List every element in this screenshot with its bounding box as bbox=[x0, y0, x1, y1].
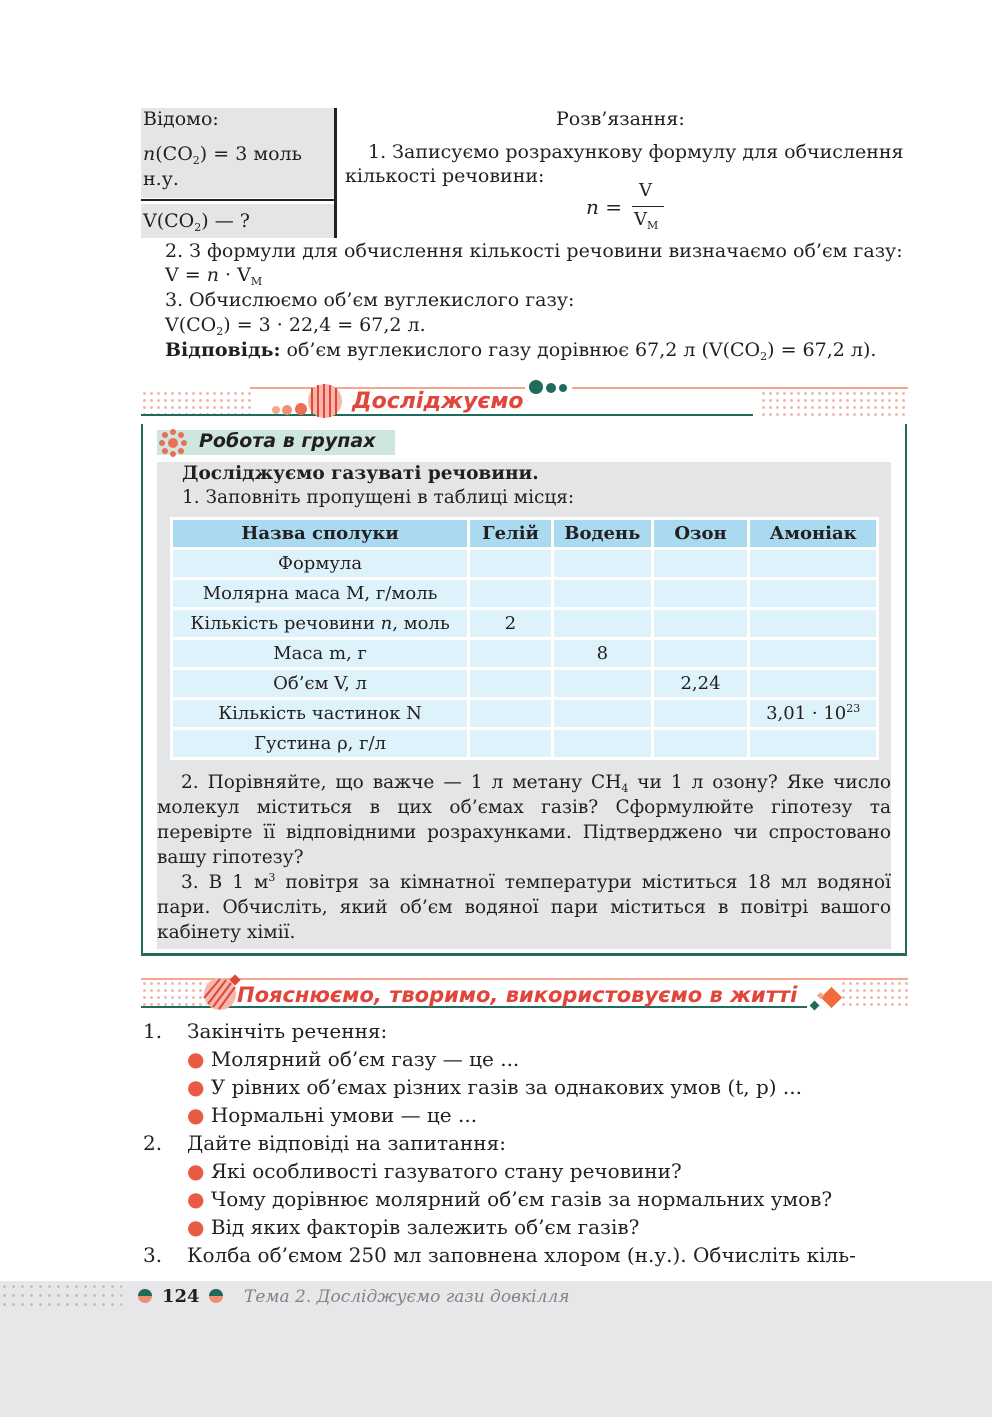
table-cell: Густина ρ, г/л bbox=[173, 730, 467, 757]
table-row bbox=[173, 610, 876, 637]
table-cell: $3,01 \cdot 10^{23}$ bbox=[750, 700, 876, 727]
table-header-cell: Назва сполуки bbox=[173, 520, 467, 547]
section-line-top bbox=[141, 978, 908, 980]
formula-lhs: n = bbox=[586, 195, 622, 219]
footer-circle-icon bbox=[136, 1287, 154, 1305]
footer-circle-icon bbox=[207, 1287, 225, 1305]
bullet-icon: ● bbox=[187, 1187, 205, 1211]
table-cell bbox=[554, 550, 651, 577]
bullet-icon: ● bbox=[187, 1215, 205, 1239]
table-cell bbox=[470, 700, 551, 727]
table-cell bbox=[470, 550, 551, 577]
research-title: Досліджуємо bbox=[352, 389, 524, 414]
list-item: Закінчіть речення: bbox=[187, 1019, 388, 1043]
table-header-cell: Водень bbox=[554, 520, 651, 547]
formula-denominator: $V_M$ bbox=[634, 209, 659, 232]
solution-step1: 1. Записуємо розрахункову формулу для обчислення bbox=[368, 141, 904, 163]
table-cell: Формула bbox=[173, 550, 467, 577]
group-icon bbox=[157, 428, 189, 458]
given-line2: н.у. bbox=[143, 168, 179, 190]
dots-decoration-right bbox=[760, 390, 908, 416]
table-cell bbox=[750, 730, 876, 757]
divider-horizontal bbox=[141, 199, 337, 201]
table-cell bbox=[750, 580, 876, 607]
task-title: Досліджуємо газуваті речовини. bbox=[182, 463, 539, 484]
gas-table bbox=[170, 517, 879, 760]
solution-step2-formula: $V = n \cdot V_M$ bbox=[165, 264, 263, 288]
task2-text: 2. Порівняйте, що важче — 1 л метану $CH_4$ чи 1 л озону? Яке число молекул міститься в цих об’ємах газів? Сформулюйте гіпотезу та перевірте її відповідними розрахунками. Підтверджено чи спростовано вашу гіпотезу? bbox=[157, 772, 891, 868]
dots-decoration-right bbox=[840, 980, 908, 1006]
bullet-item: ● Які особливості газуватого стану речовини? bbox=[187, 1159, 682, 1183]
solution-step3: 3. Обчислюємо об’єм вуглекислого газу: bbox=[165, 289, 575, 311]
footer-dots bbox=[0, 1282, 122, 1310]
table-cell bbox=[554, 670, 651, 697]
table-cell bbox=[654, 640, 748, 667]
table-cell bbox=[654, 700, 748, 727]
table-row bbox=[173, 640, 876, 667]
task1-text: 1. Заповніть пропущені в таблиці місця: bbox=[182, 487, 575, 508]
table-cell: 8 bbox=[554, 640, 651, 667]
solution-step3-formula: $V(CO_2) = 3 \cdot 22,4 = 67,2$ л. bbox=[165, 314, 426, 338]
section-dots-icon bbox=[527, 378, 573, 398]
table-cell bbox=[554, 610, 651, 637]
dots-decoration-left bbox=[141, 980, 207, 1006]
solution-header: Розв’язання: bbox=[556, 108, 685, 130]
solution-answer: Відповідь: об’єм вуглекислого газу дорівнює 67,2 л ($V(CO_2) = 67,2$ л). bbox=[165, 339, 877, 363]
table-row bbox=[173, 700, 876, 727]
table-cell bbox=[750, 640, 876, 667]
bullet-item: ● Нормальні умови — це ... bbox=[187, 1103, 478, 1127]
table-cell bbox=[470, 670, 551, 697]
given-header: Відомо: bbox=[143, 108, 219, 130]
table-cell: 2,24 bbox=[654, 670, 748, 697]
explain-title: Пояснюємо, творимо, використовуємо в житті bbox=[237, 983, 798, 1007]
table-cell bbox=[470, 730, 551, 757]
table-cell bbox=[654, 550, 748, 577]
table-row bbox=[173, 730, 876, 757]
list-item: Дайте відповіді на запитання: bbox=[187, 1131, 506, 1155]
table-row bbox=[173, 550, 876, 577]
item-number: 3. bbox=[143, 1243, 163, 1267]
bullet-icon: ● bbox=[187, 1075, 205, 1099]
table-cell bbox=[554, 730, 651, 757]
table-cell bbox=[554, 580, 651, 607]
table-cell bbox=[470, 640, 551, 667]
table-cell bbox=[750, 610, 876, 637]
table-header-cell: Амоніак bbox=[750, 520, 876, 547]
table-cell: Маса m, г bbox=[173, 640, 467, 667]
bullet-item: ● У рівних об’ємах різних газів за однакових умов (t, p) ... bbox=[187, 1075, 803, 1099]
solution-step2: 2. З формули для обчислення кількості речовини визначаємо об’єм газу: bbox=[165, 240, 903, 262]
table-header-row bbox=[173, 520, 876, 547]
fraction-bar bbox=[632, 206, 664, 207]
solution-step1b: кількості речовини: bbox=[345, 165, 545, 187]
table-cell bbox=[654, 580, 748, 607]
formula-numerator: V bbox=[639, 180, 652, 201]
table-cell bbox=[654, 730, 748, 757]
list-item: Колба об’ємом 250 мл заповнена хлором (н.у.). Обчисліть кіль- bbox=[187, 1243, 856, 1267]
table-cell: 2 bbox=[470, 610, 551, 637]
section-stripes-icon bbox=[200, 974, 242, 1012]
bullet-icon: ● bbox=[187, 1103, 205, 1127]
table-cell bbox=[470, 580, 551, 607]
table-header-cell: Гелій bbox=[470, 520, 551, 547]
section-line-bottom bbox=[141, 414, 753, 416]
divider-vertical bbox=[334, 108, 337, 238]
table-cell bbox=[750, 550, 876, 577]
bullet-icon: ● bbox=[187, 1159, 205, 1183]
table-cell bbox=[750, 670, 876, 697]
table-cell bbox=[654, 610, 748, 637]
section-line-top-right bbox=[572, 387, 908, 389]
footer-topic: Тема 2. Досліджуємо гази довкілля bbox=[244, 1287, 570, 1307]
bullet-item: ● Чому дорівнює молярний об’єм газів за нормальних умов? bbox=[187, 1187, 833, 1211]
task3-text: 3. В 1 $м^3$ повітря за кімнатної температури міститься 18 мл водяної пари. Обчисліть, який об’єм водяної пари міститься в повітрі вашого кабінету хімії. bbox=[157, 871, 891, 943]
dots-decoration-left bbox=[141, 390, 251, 416]
table-cell: Кількість речовини n, моль bbox=[173, 610, 467, 637]
group-work-title: Робота в групах bbox=[199, 430, 376, 452]
table-cell: Молярна маса М, г/моль bbox=[173, 580, 467, 607]
table-header-cell: Озон bbox=[654, 520, 748, 547]
bullet-item: ● Від яких факторів залежить об’єм газів? bbox=[187, 1215, 640, 1239]
find-line: $V(CO_2)$ — ? bbox=[143, 210, 250, 234]
bullet-icon: ● bbox=[187, 1047, 205, 1071]
table-row bbox=[173, 670, 876, 697]
table-cell: Кількість частинок N bbox=[173, 700, 467, 727]
diamond-icon bbox=[808, 985, 848, 1015]
table-cell bbox=[554, 700, 651, 727]
given-line1: $n(CO_2) = 3$ моль bbox=[143, 143, 302, 167]
section-circles-icon bbox=[268, 380, 348, 420]
page-number: 124 bbox=[162, 1286, 200, 1307]
item-number: 1. bbox=[143, 1019, 163, 1043]
bullet-item: ● Молярний об’єм газу — це ... bbox=[187, 1047, 520, 1071]
table-cell: Об’єм V, л bbox=[173, 670, 467, 697]
item-number: 2. bbox=[143, 1131, 163, 1155]
table-row bbox=[173, 580, 876, 607]
